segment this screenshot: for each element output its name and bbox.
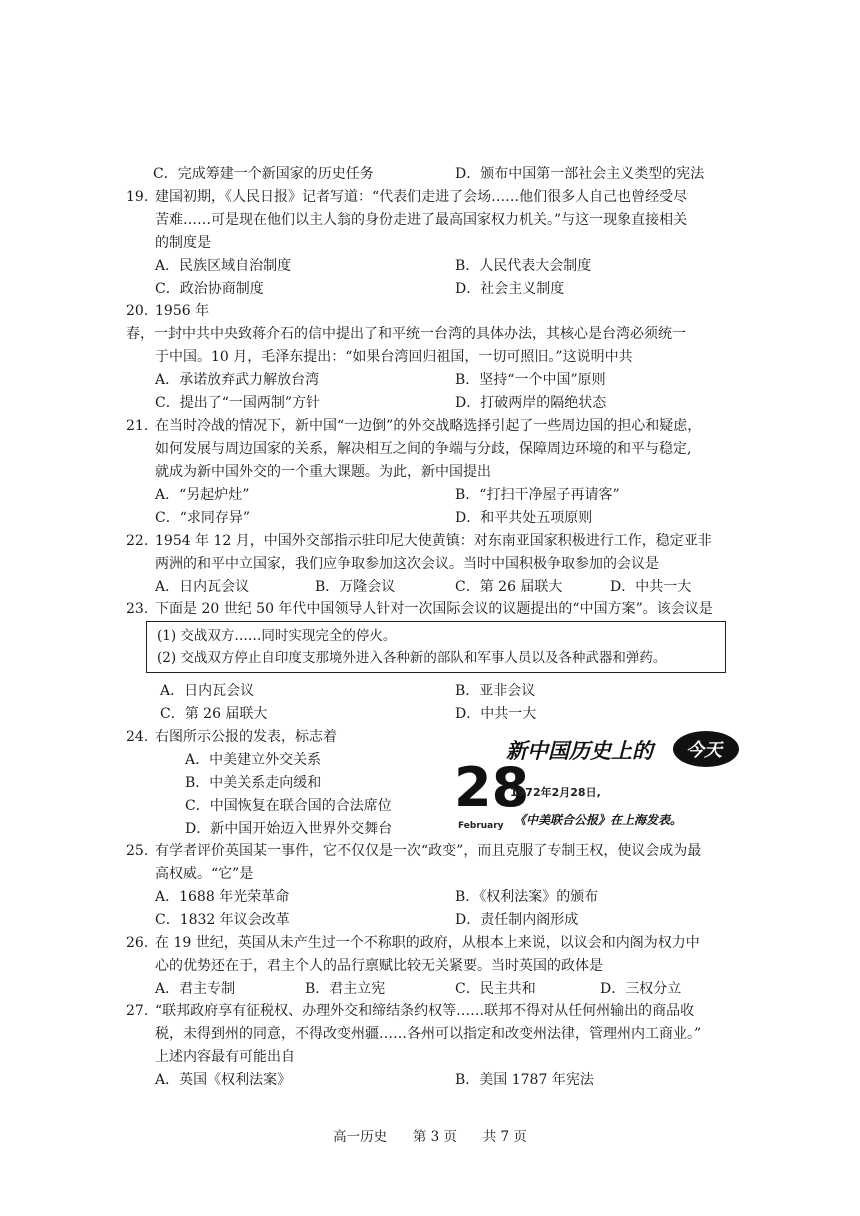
q25-option-d: D．责任制内阁形成 — [455, 912, 579, 928]
q22-option-d: D．中共一大 — [610, 579, 692, 595]
q22-stem-2: 两洲的和平中立国家，我们应争取参加这次会议。当时中国积极争取参加的会议是 — [155, 556, 659, 572]
clipping-month: February — [458, 821, 504, 831]
q26-stem-2: 心的优势还在于，君主个人的品行禀赋比较无关紧要。当时英国的政体是 — [155, 958, 603, 974]
q20-option-c: C．提出了“一国两制”方针 — [155, 395, 321, 411]
q24-number: 24. — [126, 729, 149, 745]
q21-stem-3: 就成为新中国外交的一个重大课题。为此，新中国提出 — [155, 464, 491, 480]
q19-option-c: C．政治协商制度 — [155, 281, 264, 297]
q27-stem-1: “联邦政府享有征税权、办理外交和缔结条约权等……联邦不得对从任何州输出的商品收 — [155, 1003, 695, 1019]
clipping-badge: 今天 — [686, 740, 722, 761]
q19-stem-2: 苦难……可是现在他们以主人翁的身份走进了最高国家权力机关。”与这一现象直接相关 — [155, 212, 688, 228]
q25-stem-2: 高权威。“它”是 — [155, 866, 254, 882]
q25-stem-1: 有学者评价英国某一事件，它不仅仅是一次“政变”，而且克服了专制王权，使议会成为最 — [155, 843, 702, 859]
q26-stem-1: 在 19 世纪，英国从未产生过一个不称职的政府，从根本上来说，以议会和内阁为权力中 — [155, 935, 700, 951]
q21-stem-2: 如何发展与周边国家的关系，解决相互之间的争端与分歧，保障周边环境的和平与稳定, — [155, 441, 692, 457]
q19-stem-1: 建国初期，《人民日报》记者写道：“代表们走进了会场……他们很多人自己也曾经受尽 — [155, 189, 688, 205]
q21-stem-1: 在当时冷战的情况下，新中国“一边倒”的外交战略选择引起了一些周边国的担心和疑虑， — [155, 418, 702, 434]
q23-stem: 下面是 20 世纪 50 年代中国领导人针对一次国际会议的议题提出的“中国方案”。该会议是 — [155, 601, 713, 617]
clipping-caption: 《中美联合公报》在上海发表。 — [514, 813, 683, 827]
q25-option-a: A．1688 年光荣革命 — [155, 889, 290, 905]
footer-total: 共 7 页 — [482, 1129, 527, 1145]
q19-option-b: B．人民代表大会制度 — [455, 258, 592, 274]
q25-number: 25. — [126, 843, 149, 859]
q27-stem-2: 税，未得到州的同意，不得改变州疆……各州可以指定和改变州法律，管理州内工商业。” — [155, 1026, 702, 1042]
q20-option-b: B．坚持“一个中国”原则 — [455, 372, 606, 388]
clipping-date: 1972年2月28日, — [510, 786, 601, 799]
q23-material-2: (2) 交战双方停止自印度支那境外进入各种新的部队和军事人员以及各种武器和弹药。 — [157, 650, 667, 666]
q26-option-a: A．君主专制 — [155, 981, 236, 997]
q18-option-d: D．颁布中国第一部社会主义类型的宪法 — [455, 166, 705, 182]
q25-option-b: B．《权利法案》的颁布 — [455, 889, 599, 905]
q21-number: 21. — [126, 418, 149, 434]
footer-subject: 高一历史 — [333, 1129, 388, 1145]
q24-option-c: C．中国恢复在联合国的合法席位 — [185, 798, 392, 814]
q19-number: 19. — [126, 189, 149, 205]
q24-newspaper-clipping — [450, 728, 752, 834]
q25-option-c: C．1832 年议会改革 — [155, 912, 290, 928]
q24-stem: 右图所示公报的发表，标志着 — [155, 729, 337, 745]
q26-number: 26. — [126, 935, 149, 951]
q22-option-c: C．第 26 届联大 — [455, 579, 563, 595]
q19-option-a: A．民族区域自治制度 — [155, 258, 292, 274]
q24-option-a: A．中美建立外交关系 — [185, 752, 322, 768]
q26-option-d: D．三权分立 — [600, 981, 682, 997]
q21-option-c: C．“求同存异” — [155, 510, 251, 526]
q19-option-d: D．社会主义制度 — [455, 281, 565, 297]
q20-stem-1: 春，一封中共中央致蒋介石的信中提出了和平统一台湾的具体办法，其核心是台湾必须统一 — [126, 326, 686, 342]
q23-material-1: (1) 交战双方……同时实现完全的停火。 — [157, 628, 397, 644]
footer-page: 第 3 页 — [412, 1129, 457, 1145]
clipping-day-number: 28 — [454, 756, 530, 819]
q26-option-b: B．君主立宪 — [305, 981, 386, 997]
q22-option-a: A．日内瓦会议 — [155, 579, 250, 595]
q21-option-b: B．“打扫干净屋子再请客” — [455, 487, 620, 503]
q27-number: 27. — [126, 1003, 149, 1019]
q20-stem-0: 1956 年 — [155, 303, 210, 319]
q22-number: 22. — [126, 533, 149, 549]
q18-option-c: C．完成筹建一个新国家的历史任务 — [153, 166, 374, 182]
q22-option-b: B．万隆会议 — [315, 579, 396, 595]
q27-option-b: B．美国 1787 年宪法 — [455, 1072, 594, 1088]
q27-option-a: A．英国《权利法案》 — [155, 1072, 292, 1088]
q24-option-b: B．中美关系走向缓和 — [185, 775, 322, 791]
q24-option-d: D．新中国开始迈入世界外交舞台 — [185, 821, 393, 837]
q22-stem-1: 1954 年 12 月，中国外交部指示驻印尼大使黄镇：对东南亚国家积极进行工作，稳定亚非 — [155, 533, 712, 549]
q26-option-c: C．民主共和 — [455, 981, 536, 997]
q23-option-b: B．亚非会议 — [455, 683, 536, 699]
q23-number: 23. — [126, 601, 149, 617]
q20-number: 20. — [126, 303, 149, 319]
q23-option-c: C．第 26 届联大 — [160, 706, 268, 722]
page-footer — [0, 1125, 860, 1145]
q23-option-a: A．日内瓦会议 — [160, 683, 255, 699]
q20-stem-2: 于中国。10 月，毛泽东提出：“如果台湾回归祖国，一切可照旧。”这说明中共 — [155, 349, 633, 365]
q20-option-a: A．承诺放弃武力解放台湾 — [155, 372, 320, 388]
clipping-headline: 新中国历史上的 — [506, 738, 653, 763]
clipping-graphic — [450, 728, 752, 834]
q23-material-box — [146, 621, 726, 673]
q20-option-d: D．打破两岸的隔绝状态 — [455, 395, 607, 411]
q27-stem-3: 上述内容最有可能出自 — [155, 1049, 295, 1065]
q21-option-a: A．“另起炉灶” — [155, 487, 250, 503]
q23-option-d: D．中共一大 — [455, 706, 537, 722]
q19-stem-3: 的制度是 — [155, 235, 211, 251]
q21-option-d: D．和平共处五项原则 — [455, 510, 593, 526]
